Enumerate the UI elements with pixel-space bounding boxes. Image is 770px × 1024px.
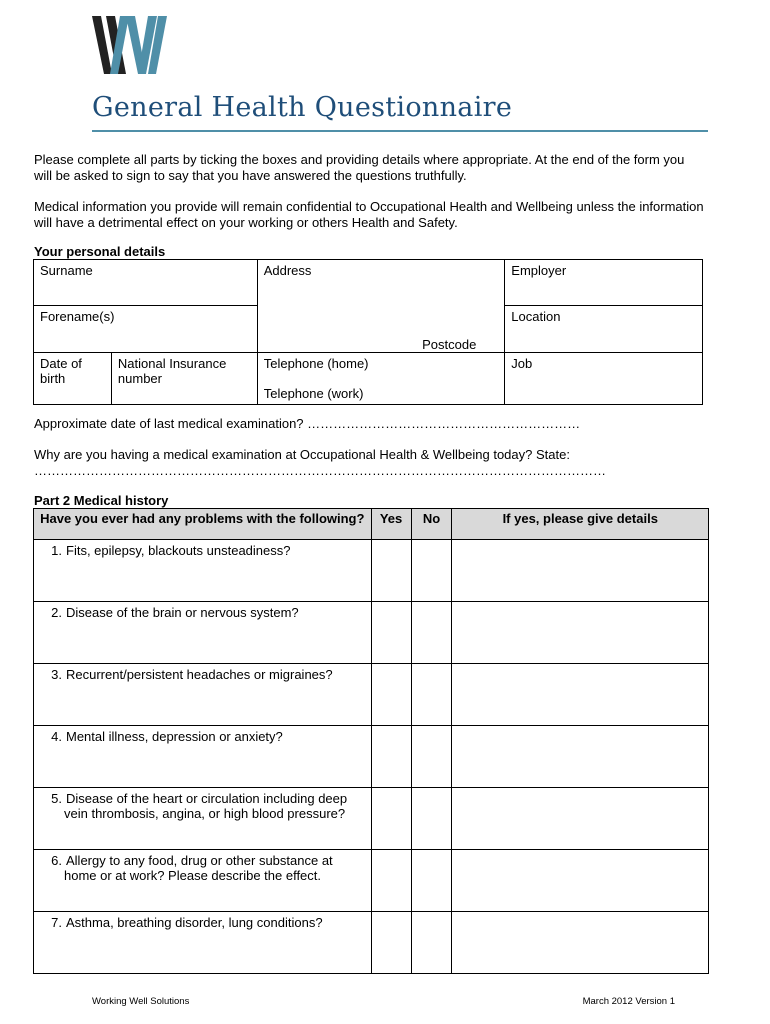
no-checkbox[interactable] xyxy=(411,726,452,788)
details-column-header: If yes, please give details xyxy=(452,509,709,540)
table-row xyxy=(34,540,709,602)
address-field[interactable] xyxy=(257,260,505,353)
details-field[interactable] xyxy=(452,726,709,788)
question-text: Asthma, breathing disorder, lung conditions? xyxy=(66,915,323,930)
location-label: Location xyxy=(511,309,561,324)
job-field[interactable] xyxy=(505,353,703,405)
title-divider xyxy=(92,130,708,132)
details-field[interactable] xyxy=(452,912,709,974)
table-row xyxy=(34,602,709,664)
ni-number-label: National Insurance number xyxy=(117,356,227,386)
question-cell xyxy=(34,726,372,788)
question-number: 7. xyxy=(51,915,62,930)
yes-checkbox[interactable] xyxy=(371,726,411,788)
no-checkbox[interactable] xyxy=(411,664,452,726)
no-checkbox[interactable] xyxy=(411,850,452,912)
question-cell xyxy=(34,602,372,664)
yes-checkbox[interactable] xyxy=(371,664,411,726)
telephone-work-label: Telephone (work) xyxy=(263,386,364,401)
question-text: Fits, epilepsy, blackouts unsteadiness? xyxy=(66,543,291,558)
last-exam-question: Approximate date of last medical examination? ……………………………………………………… xyxy=(34,416,581,431)
page-title: General Health Questionnaire xyxy=(92,92,513,123)
why-exam-question: Why are you having a medical examination at Occupational Health & Wellbeing today? State: xyxy=(34,447,570,462)
question-column-header: Have you ever had any problems with the following? xyxy=(34,509,372,540)
yes-checkbox[interactable] xyxy=(371,912,411,974)
table-row xyxy=(34,726,709,788)
details-field[interactable] xyxy=(452,664,709,726)
question-text: Disease of the heart or circulation including deep vein thrombosis, angina, or high blood pressure? xyxy=(64,791,348,821)
ni-number-field[interactable] xyxy=(111,353,257,405)
table-row xyxy=(34,850,709,912)
postcode-label: Postcode xyxy=(422,337,477,352)
personal-details-table xyxy=(33,259,703,405)
question-cell xyxy=(34,850,372,912)
intro-paragraph-1: Please complete all parts by ticking the boxes and providing details where appropriate. At the end of the form you will be asked to sign to say that you have answered the questions truthfully. xyxy=(34,152,685,183)
surname-field[interactable] xyxy=(34,260,258,306)
dob-label: Date of birth xyxy=(40,356,82,386)
question-number: 1. xyxy=(51,543,62,558)
question-number: 5. xyxy=(51,791,62,806)
details-field[interactable] xyxy=(452,602,709,664)
employer-label: Employer xyxy=(511,263,567,278)
footer-company: Working Well Solutions xyxy=(92,996,190,1007)
yes-checkbox[interactable] xyxy=(371,788,411,850)
question-text: Disease of the brain or nervous system? xyxy=(66,605,299,620)
question-text: Allergy to any food, drug or other substance at home or at work? Please describe the effect. xyxy=(64,853,333,883)
details-field[interactable] xyxy=(452,850,709,912)
address-label: Address xyxy=(263,263,312,278)
details-field[interactable] xyxy=(452,788,709,850)
footer-version: March 2012 Version 1 xyxy=(582,996,675,1007)
intro-paragraph-2: Medical information you provide will remain confidential to Occupational Health and Wellbeing unless the information will have a detrimental effect on your working or others Health and Safety. xyxy=(34,199,704,230)
job-label: Job xyxy=(511,356,533,371)
question-number: 6. xyxy=(51,853,62,868)
yes-checkbox[interactable] xyxy=(371,540,411,602)
question-cell xyxy=(34,664,372,726)
no-column-header: No xyxy=(411,509,452,540)
table-row xyxy=(34,788,709,850)
company-logo xyxy=(92,16,168,74)
why-exam-answer-line: …………………………………………………………………………………………………………………… xyxy=(34,463,606,478)
question-cell xyxy=(34,912,372,974)
personal-details-heading: Your personal details xyxy=(34,244,166,259)
question-cell xyxy=(34,540,372,602)
employer-field[interactable] xyxy=(505,260,703,306)
forename-label: Forename(s) xyxy=(40,309,115,324)
question-number: 2. xyxy=(51,605,62,620)
question-cell xyxy=(34,788,372,850)
medical-history-table xyxy=(33,508,709,974)
forename-field[interactable] xyxy=(34,306,258,353)
yes-column-header: Yes xyxy=(371,509,411,540)
no-checkbox[interactable] xyxy=(411,788,452,850)
medical-history-heading: Part 2 Medical history xyxy=(34,493,169,508)
table-row xyxy=(34,912,709,974)
yes-checkbox[interactable] xyxy=(371,602,411,664)
dob-field[interactable] xyxy=(34,353,112,405)
question-text: Mental illness, depression or anxiety? xyxy=(66,729,283,744)
question-text: Recurrent/persistent headaches or migraines? xyxy=(66,667,333,682)
yes-checkbox[interactable] xyxy=(371,850,411,912)
question-number: 4. xyxy=(51,729,62,744)
telephone-home-label: Telephone (home) xyxy=(263,356,369,371)
no-checkbox[interactable] xyxy=(411,912,452,974)
no-checkbox[interactable] xyxy=(411,540,452,602)
table-row xyxy=(34,664,709,726)
question-number: 3. xyxy=(51,667,62,682)
location-field[interactable] xyxy=(505,306,703,353)
surname-label: Surname xyxy=(40,263,93,278)
telephone-field[interactable] xyxy=(257,353,505,405)
no-checkbox[interactable] xyxy=(411,602,452,664)
details-field[interactable] xyxy=(452,540,709,602)
